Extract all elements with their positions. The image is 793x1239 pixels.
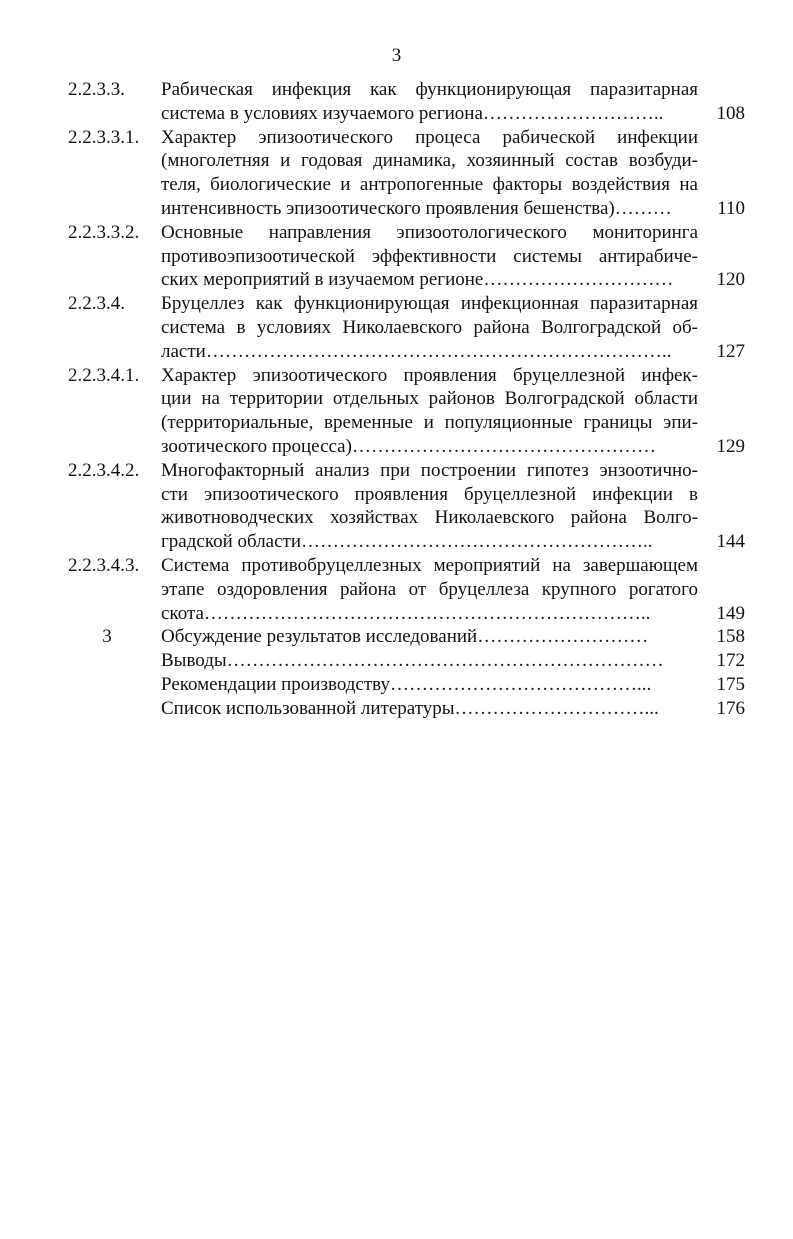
toc-entry-line: Характер эпизоотического проявления бруцеллезной инфек- — [161, 364, 698, 386]
page-number: 3 — [391, 45, 402, 66]
toc-entry-page: 175 — [716, 673, 745, 695]
toc-entry-line: Многофакторный анализ при построении гипотез энзоотично- — [161, 459, 698, 481]
toc-entry-line: Список использованной литературы…………………………... — [161, 697, 659, 719]
toc-entry-page: 110 — [717, 197, 745, 219]
toc-entry-title — [161, 625, 698, 649]
toc-entry-title — [161, 292, 698, 363]
table-of-contents — [0, 78, 793, 721]
toc-entry-page: 176 — [716, 697, 745, 719]
toc-entry-line: ласти……………………………………………………………….. — [161, 340, 672, 362]
toc-entry-number: 2.2.3.4.3. — [68, 554, 140, 576]
toc-entry-line: животноводческих хозяйствах Николаевского района Волго- — [161, 507, 698, 529]
toc-entry-title — [161, 78, 698, 126]
toc-entry-number: 2.2.3.3.2. — [68, 221, 140, 243]
toc-entry — [0, 697, 793, 721]
toc-entry-line: ции на территории отдельных районов Волгоградской области — [161, 388, 698, 410]
toc-entry-line: скота…………………………………………………………….. — [161, 602, 651, 624]
toc-entry — [0, 292, 793, 363]
toc-entry-number: 3 — [102, 626, 112, 648]
toc-entry — [0, 673, 793, 697]
toc-entry-line: система в условиях изучаемого региона……………………….. — [161, 102, 664, 124]
toc-entry-number: 2.2.3.4.2. — [68, 459, 140, 481]
toc-entry-line: Характер эпизоотического процеса рабической инфекции — [161, 126, 698, 148]
toc-entry-page: 172 — [716, 650, 745, 672]
toc-entry-title — [161, 697, 698, 721]
toc-entry-line: Обсуждение результатов исследований……………………… — [161, 626, 649, 648]
toc-entry-line: Выводы…………………………………………………………… — [161, 650, 664, 672]
toc-entry-number: 2.2.3.3.1. — [68, 126, 140, 148]
toc-entry-page: 149 — [716, 602, 745, 624]
toc-entry-line: сти эпизоотического проявления бруцеллезной инфекции в — [161, 483, 698, 505]
toc-entry-number: 2.2.3.4.1. — [68, 364, 140, 386]
toc-entry-line: система в условиях Николаевского района Волгоградской об- — [161, 316, 698, 338]
toc-entry-line: зоотического процесса)………………………………………… — [161, 435, 656, 457]
toc-entry-number: 2.2.3.4. — [68, 293, 125, 315]
toc-entry-title — [161, 364, 698, 459]
toc-entry-page: 129 — [716, 435, 745, 457]
toc-entry-page: 108 — [716, 102, 745, 124]
toc-entry-line: Основные направления эпизоотологического мониторинга — [161, 221, 698, 243]
toc-entry-line: теля, биологические и антропогенные факторы воздействия на — [161, 174, 698, 196]
toc-entry-line: Бруцеллез как функционирующая инфекционная паразитарная — [161, 293, 698, 315]
toc-entry-page: 127 — [716, 340, 745, 362]
toc-entry-title — [161, 459, 698, 554]
toc-entry-line: градской области……………………………………………….. — [161, 531, 653, 553]
toc-entry-title — [161, 673, 698, 697]
toc-entry-page: 120 — [716, 269, 745, 291]
toc-entry-title — [161, 126, 698, 221]
toc-entry — [0, 78, 793, 126]
toc-entry-title — [161, 649, 698, 673]
toc-entry — [0, 554, 793, 625]
toc-entry-line: (территориальные, временные и популяционные границы эпи- — [161, 412, 698, 434]
toc-entry — [0, 221, 793, 292]
toc-entry — [0, 459, 793, 554]
toc-entry-line: этапе оздоровления района от бруцеллеза крупного рогатого — [161, 578, 698, 600]
toc-entry-line: интенсивность эпизоотического проявления бешенства)……… — [161, 197, 672, 219]
toc-entry-title — [161, 554, 698, 625]
toc-entry-line: Рабическая инфекция как функционирующая паразитарная — [161, 79, 698, 100]
toc-entry-line: противоэпизоотической эффективности системы антирабиче- — [161, 245, 698, 267]
toc-entry-title — [161, 221, 698, 292]
toc-entry — [0, 649, 793, 673]
toc-entry-line: ских мероприятий в изучаемом регионе………………………… — [161, 269, 674, 291]
toc-entry-page: 144 — [716, 531, 745, 553]
toc-entry — [0, 625, 793, 649]
toc-entry-line: Система противобруцеллезных мероприятий на завершающем — [161, 554, 698, 576]
toc-entry-line: (многолетняя и годовая динамика, хозяинный состав возбуди- — [161, 150, 698, 172]
toc-entry-number: 2.2.3.3. — [68, 79, 125, 100]
toc-entry — [0, 126, 793, 221]
toc-entry — [0, 364, 793, 459]
toc-entry-page: 158 — [716, 626, 745, 648]
toc-entry-line: Рекомендации производству…………………………………... — [161, 673, 652, 695]
